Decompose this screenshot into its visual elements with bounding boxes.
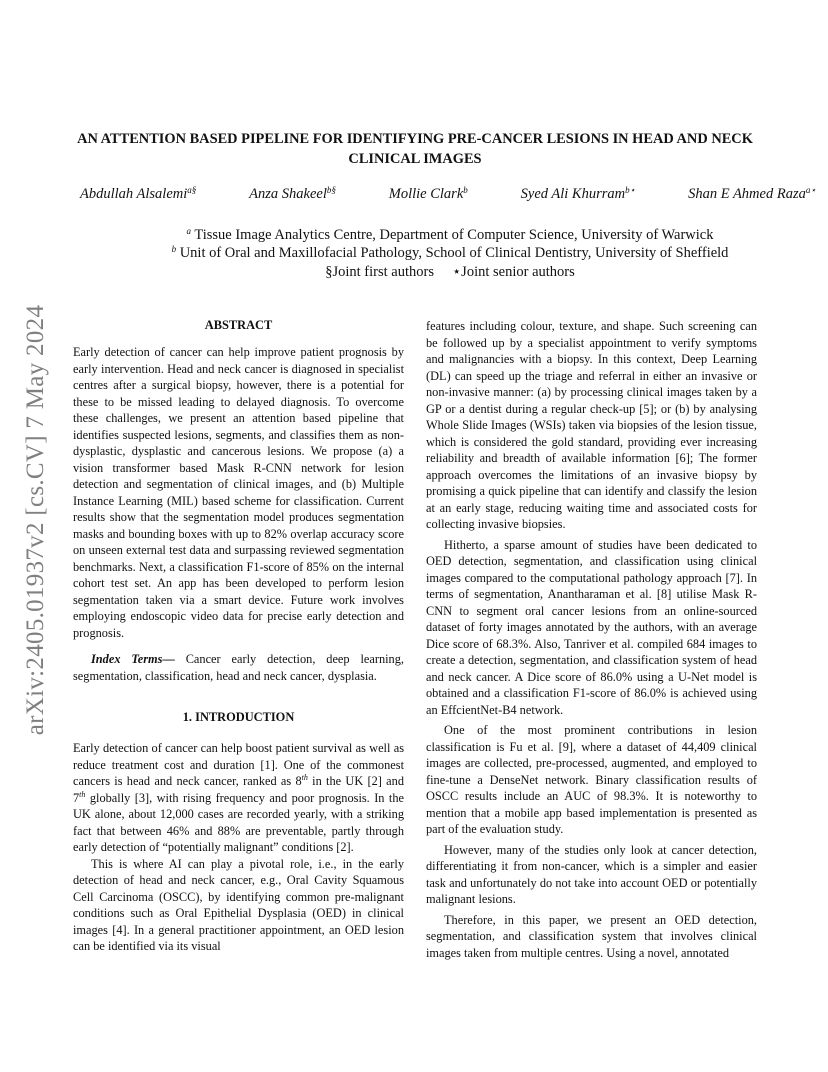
- right-column: [426, 318, 757, 961]
- author-marks: a§: [187, 185, 197, 195]
- introduction-heading: 1. INTRODUCTION: [182, 710, 295, 724]
- body-paragraph: Therefore, in this paper, we present an OED detection, segmentation, and classification system that involves clinical images taken from multiple centres. Using a novel, annotated: [426, 912, 757, 960]
- affiliation-text: Tissue Image Analytics Centre, Department of Computer Science, University of Warwick: [191, 227, 714, 243]
- affiliation-mark: b: [171, 244, 177, 254]
- author-marks: b⋆: [625, 185, 636, 195]
- abstract-text: Early detection of cancer can help improve patient prognosis by early intervention. Head and neck cancer is diagnosed in specialist centres after a surgical biopsy, however, there is a potential for these to be missed leading to delayed diagnosis. To overcome these challenges, we present an attention based pipeline that identifies suspected lesions, segments, and classifies them as non-dysplastic, dysplastic and cancerous lesions. We propose (a) a vision transformer based Mask R-CNN network for lesion detection and segmentation of clinical images, and (b) Multiple Instance Learning (MIL) based scheme for classification. Current results show that the segmentation model produces segmentation masks and bounding boxes with up to 82% overlap accuracy score on unseen external test data and surpassing reviewed segmentation benchmarks. Next, a classification F1-score of 85% on the internal cohort test set. An app has been developed to perform lesion segmentation taken via a smart device. Future work involves employing endoscopic video data for precise early detection and prognosis.: [73, 345, 404, 640]
- intro-text-b: in the UK [2] and 7: [73, 774, 404, 805]
- intro-text-c: globally [3], with rising frequency and poor prognosis. In the UK alone, about 12,000 cases are recorded yearly, with a striking fact that between 46% and 88% are preventable, partly through early detection of “potentially malignant” conditions [2].: [73, 790, 404, 854]
- arxiv-identifier: arXiv:2405.01937v2 [cs.CV] 7 May 2024: [22, 304, 49, 736]
- author-name: Syed Ali Khurram: [520, 186, 626, 202]
- paper-title: AN ATTENTION BASED PIPELINE FOR IDENTIFYING PRE-CANCER LESIONS IN HEAD AND NECK CLINICAL IMAGES: [77, 131, 753, 167]
- author-name: Anza Shakeel: [249, 186, 327, 202]
- arxiv-sidebar: [18, 280, 54, 760]
- author: [389, 186, 468, 206]
- author: [521, 186, 636, 206]
- index-terms-label: Index Terms—: [91, 652, 175, 666]
- body-paragraph: features including colour, texture, and shape. Such screening can be followed up by a specialist appointment to verify symptoms and malignancies with a biopsy. In this context, Deep Learning (DL) can speed up the triage and referral in either an invasive or non-invasive manner: (a) by processing clinical images taken by a GP or a dentist during a regular check-up [5]; or (b) by analysing Whole Slide Images (WSIs) taken via biopsies of the lesion tissue, which is considered the gold standard, providing ever increasing reliability and breadth of available information [6]; The former approach overcomes the limitations of an invasive biopsy by promising a quick pipeline that can identify and classify the lesion at an early stage, reducing waiting time and associated costs for collecting invasive biopsies.: [426, 319, 757, 531]
- affiliation-a: [70, 226, 828, 244]
- body-paragraph: One of the most prominent contributions in lesion classification is Fu et al. [9], where a dataset of 44,409 clinical images are collected, pre-processed, augmented, and employed to fine-tune a DenseNet network. Binary classification results of OSCC results include an AUC of 98.3%. It is noteworthy to mention that a mobile app based implementation is presented as part of the evaluation study.: [426, 723, 757, 836]
- abstract-heading: ABSTRACT: [204, 318, 273, 332]
- author: [80, 186, 196, 206]
- intro-paragraph: This is where AI can play a pivotal role, i.e., in the early detection of head and neck cancer, e.g., Oral Cavity Squamous Cell Carcinoma (OSCC), by identifying common pre-malignant conditions such as Oral Epithelial Dysplasia (OED) in clinical images [4]. In a general practitioner appointment, an OED lesion can be identified via its visual: [73, 856, 404, 953]
- author-marks: b: [463, 185, 468, 195]
- author: [688, 186, 816, 206]
- author-list: [80, 186, 816, 206]
- left-column: [73, 316, 404, 955]
- index-terms: [73, 651, 404, 684]
- ordinal-suffix: th: [79, 789, 86, 799]
- intro-paragraph: [73, 740, 404, 856]
- affiliation-mark: a: [186, 226, 192, 236]
- body-paragraph: Hitherto, a sparse amount of studies have been dedicated to OED detection, segmentation, and classification using clinical images compared to the computational pathology approach [7]. In terms of segmentation, Anantharaman et al. [8] utilise Mask R-CNN to segment oral cancer lesions from an online-sourced dataset of forty images annotated by the authors, with an average Dice score of 68.3%. Also, Tanriver et al. compiled 684 images to create a detection, segmentation, and classification system of head and neck cancer. A Dice score of 86.0% using a U-Net model is obtained and a classification F1-score of 86.0% is achieved using an EffcientNet-B4 network.: [426, 537, 757, 717]
- body-paragraph: However, many of the studies only look at cancer detection, differentiating it from non-cancer, which is a simpler and easier task and unfortunately do not take into account OED or potentially malignant lesions.: [426, 842, 757, 906]
- affiliation-b: [70, 244, 828, 262]
- author-name: Abdullah Alsalemi: [80, 186, 188, 202]
- author-name: Mollie Clark: [388, 186, 464, 202]
- intro-text-a: Early detection of cancer can help boost patient survival as well as reduce treatment cost and duration [1]. One of the commonest cancers is head and neck cancer, ranked as 8: [73, 741, 404, 788]
- index-terms-text: Cancer early detection, deep learning, segmentation, classification, head and neck cancer, dysplasia.: [73, 652, 404, 683]
- author: [249, 186, 336, 206]
- author-name: Shan E Ahmed Raza: [688, 186, 806, 202]
- author-marks: a⋆: [805, 185, 816, 195]
- author-notes: §Joint first authors ⋆Joint senior authors: [325, 264, 575, 280]
- affiliation-text: Unit of Oral and Maxillofacial Pathology, School of Clinical Dentistry, University of Sheffield: [176, 245, 729, 261]
- ordinal-suffix: th: [301, 773, 308, 782]
- author-marks: b§: [326, 185, 336, 195]
